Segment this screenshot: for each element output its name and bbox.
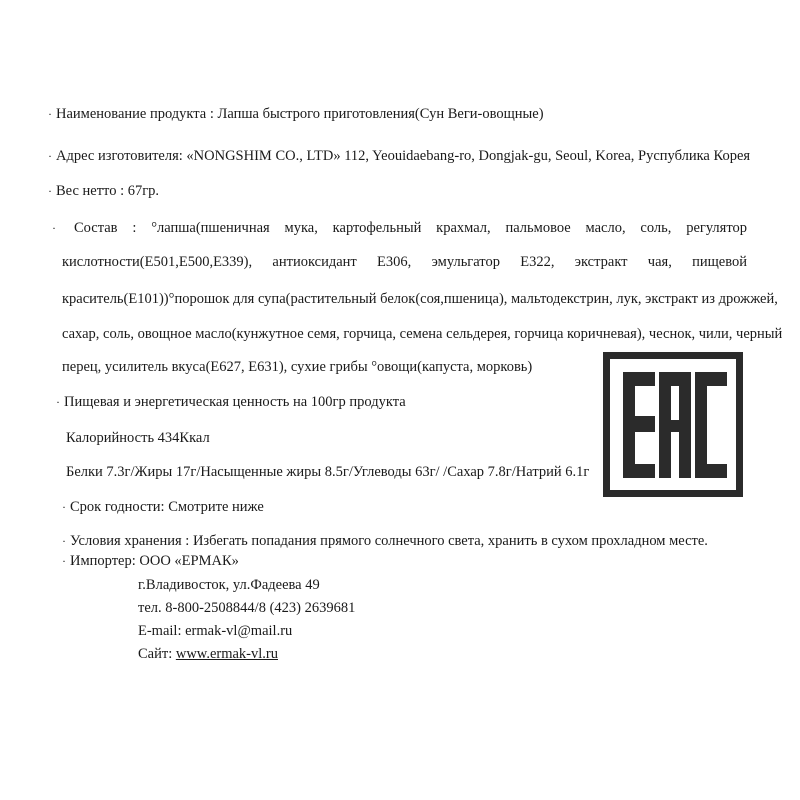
importer-site-row	[138, 644, 278, 664]
composition-row-1	[52, 218, 747, 238]
storage-row	[62, 531, 708, 551]
bullet: ·	[62, 534, 66, 548]
eac-logo-icon	[603, 352, 743, 497]
importer-site-link[interactable]: www.ermak-vl.ru	[175, 646, 278, 662]
composition-line-1	[74, 218, 747, 238]
composition-label: Состав :	[74, 220, 137, 236]
importer-site-label: Сайт:	[138, 646, 173, 662]
nutrition-title-row	[56, 392, 406, 412]
net-weight-row	[48, 181, 159, 201]
nutrition-macros: Белки 7.3г/Жиры 17г/Насыщенные жиры 8.5г/Углеводы 63г/ /Сахар 7.8г/Натрий 6.1г	[66, 464, 590, 480]
net-weight: Вес нетто : 67гр.	[56, 183, 160, 199]
composition-line-4: сахар, соль, овощное масло(кунжутное семя, горчица, семена сельдерея, горчица коричневая), чеснок, чили, черный	[62, 326, 783, 342]
composition-line-5: перец, усилитель вкуса(E627, E631), сухие грибы °овощи(капуста, морковь)	[62, 359, 533, 375]
bullet: ·	[52, 221, 56, 235]
shelf-life: Срок годности: Смотрите ниже	[70, 499, 264, 515]
shelf-life-row	[62, 497, 264, 517]
composition-text-1: °лапша(пшеничная мука, картофельный крахмал, пальмовое масло, соль, регулятор	[151, 220, 747, 236]
importer-address: г.Владивосток, ул.Фадеева 49	[138, 577, 320, 593]
composition-line-2: кислотности(E501,E500,E339), антиоксидант E306, эмульгатор E322, экстракт чая, пищевой	[62, 254, 747, 270]
importer-phone: тел. 8-800-2508844/8 (423) 2639681	[138, 600, 356, 616]
importer-email: E-mail: ermak-vl@mail.ru	[138, 623, 293, 639]
manufacturer-row	[48, 146, 750, 166]
storage-conditions: Условия хранения : Избегать попадания прямого солнечного света, хранить в сухом прохладном месте.	[70, 533, 708, 549]
product-name: Наименование продукта : Лапша быстрого приготовления(Сун Веги-овощные)	[56, 106, 544, 122]
importer-name: Импортер: ООО «ЕРМАК»	[70, 553, 239, 569]
manufacturer-address: Адрес изготовителя: «NONGSHIM CO., LTD» 112, Yeouidaebang-ro, Dongjak-gu, Seoul, Korea, Руспублика Корея	[56, 148, 751, 164]
nutrition-calories: Калорийность 434Ккал	[66, 430, 210, 446]
composition-line-3: краситель(E101))°порошок для супа(растительный белок(соя,пшеница), мальтодекстрин, лук, экстракт из дрожжей,	[62, 291, 778, 307]
product-name-row	[48, 104, 544, 124]
nutrition-title: Пищевая и энергетическая ценность на 100гр продукта	[64, 394, 406, 410]
bullet: ·	[48, 184, 52, 198]
bullet: ·	[62, 554, 66, 568]
eac-mark	[603, 352, 743, 497]
importer-row	[62, 551, 239, 571]
bullet: ·	[56, 395, 60, 409]
bullet: ·	[62, 500, 66, 514]
bullet: ·	[48, 149, 52, 163]
bullet: ·	[48, 107, 52, 121]
